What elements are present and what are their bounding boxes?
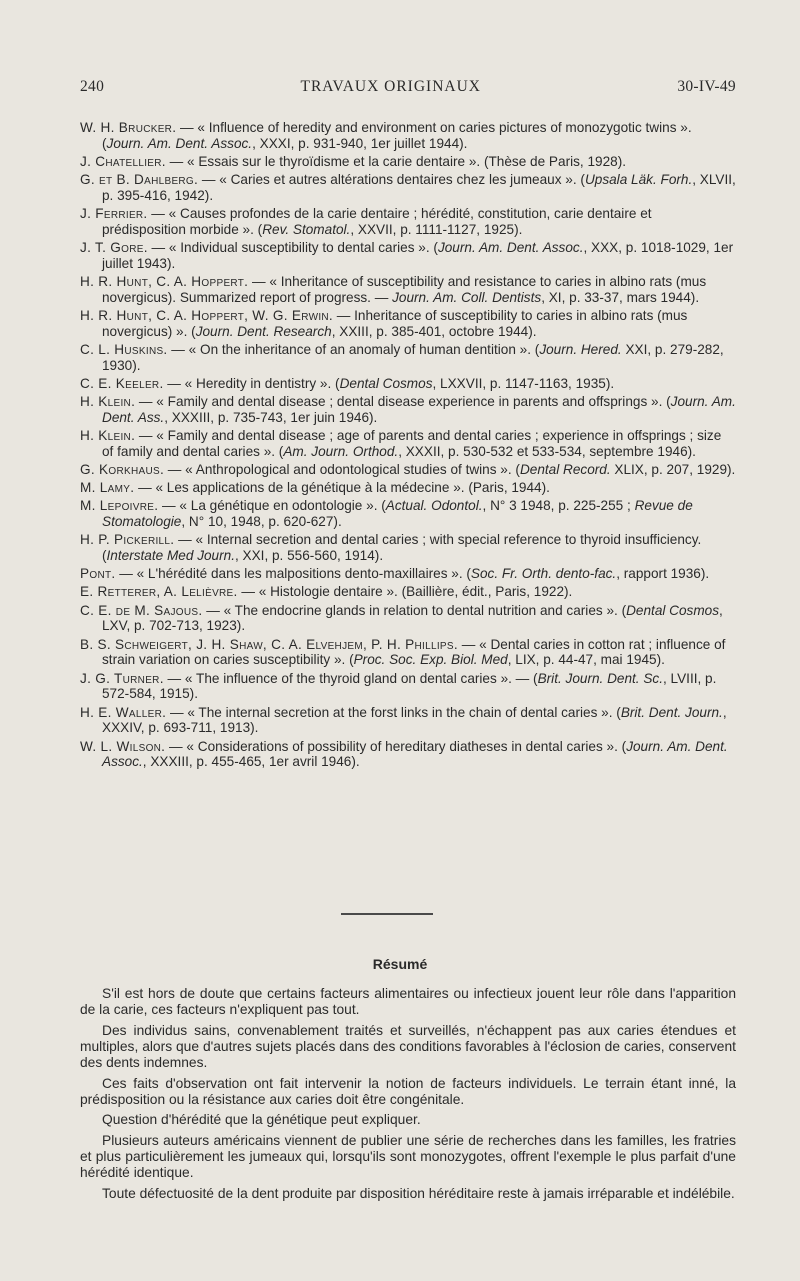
reference-text: — « The influence of the thyroid gland on dental caries ». — ( [163,670,538,686]
reference-entry [80,462,736,478]
reference-text: , XI, p. 33-37, mars 1944). [541,290,700,305]
reference-text: , LVIII, p. 572-584, 1915). [102,670,717,702]
reference-authors: E. Retterer, A. Lelièvre. [80,584,238,600]
reference-source: Journ. Am. Dent. Ass. [102,394,736,426]
reference-text: — « L'hérédité dans les malpositions dento-maxillaires ». ( [115,566,471,582]
reference-text: — « Causes profondes de la carie dentaire ; hérédité, constitution, carie dentaire et prédisposition morbide ». ( [102,206,652,237]
reference-entry [80,705,736,737]
summary-paragraph: Plusieurs auteurs américains viennent de publier une série de recherches dans les familles, les fratries et plus particulièrement les jumeaux qui, lorsqu'ils sont monozygotes, offrent l'exemple le plus parfait d'une hérédité identique. [80,1133,736,1181]
running-header [80,78,736,96]
summary-paragraph: Ces faits d'observation ont fait intervenir la notion de facteurs individuels. Le terrain étant inné, la prédisposition ou la résistance aux caries doit être congénitale. [80,1075,736,1107]
reference-authors: J. Ferrier. [80,206,148,222]
reference-entry [80,308,736,340]
reference-authors: H. Klein. [80,428,136,444]
reference-authors: W. L. Wilson. [80,738,166,754]
reference-text: — « The internal secretion at the forst links in the chain of dental caries ». ( [166,704,621,720]
reference-authors: G. Korkhaus. [80,462,165,478]
reference-text: — « Les applications de la génétique à la médecine ». (Paris, 1944). [134,480,550,496]
reference-entry [80,603,736,635]
reference-text: , XXXII, p. 530-532 et 533-534, septembre 1946). [398,444,696,460]
reference-text: — « Caries et autres altérations dentaires chez les jumeaux ». ( [198,172,585,188]
reference-entry [80,274,736,306]
reference-text: , XLVII, p. 395-416, 1942). [102,172,736,203]
reference-text: , N° 3 1948, p. 225-255 ; [482,498,635,514]
summary-body [80,986,736,1207]
reference-source: Upsala Läk. Forh. [584,172,693,188]
reference-text: — Inheritance of susceptibility to caries in albino rats (mus novergicus) ». ( [102,308,688,339]
reference-source: Journ. Hered. [539,342,622,358]
reference-authors: M. Lepoivre. [80,498,159,514]
reference-text: — « Influence of heredity and environment on caries pictures of monozygotic twins ». ( [102,120,692,151]
reference-source: Journ. Am. Dent. Assoc. [437,240,584,256]
reference-authors: H. R. Hunt, C. A. Hoppert, W. G. Erwin. [80,308,333,324]
reference-authors: H. P. Pickerill. [80,532,175,548]
reference-authors: H. R. Hunt, C. A. Hoppert. [80,274,249,290]
reference-source: Rev. Stomatol. [262,222,351,237]
reference-entry [80,566,736,582]
reference-text: — « La génétique en odontologie ». ( [158,498,386,514]
summary-heading: Résumé [372,956,428,972]
reference-authors: J. T. Gore. [80,240,148,256]
reference-text: , XXI, p. 556-560, 1914). [234,548,384,564]
reference-text: , LIX, p. 44-47, mai 1945). [507,652,665,668]
reference-text: , XXX, p. 1018-1029, 1er juillet 1943). [102,240,734,271]
reference-entry [80,428,736,460]
reference-text: XXI, p. 279-282, 1930). [102,342,724,373]
reference-source: Interstate Med Journ. [106,548,235,564]
reference-text: , XXXIII, p. 455-465, 1er avril 1946). [142,754,360,770]
reference-entry [80,172,736,204]
reference-text: — « Essais sur le thyroïdisme et la carie dentaire ». (Thèse de Paris, 1928). [165,154,627,169]
reference-entry [80,240,736,272]
reference-source: Journ. Am. Dent. Assoc. [102,738,728,770]
reference-entry [80,206,736,238]
reference-source: Proc. Soc. Exp. Biol. Med [353,652,508,668]
reference-text: — « Inheritance of susceptibility and resistance to caries in albino rats (mus novergicus). Summarized report of progress. — [102,274,707,305]
summary-paragraph: Question d'hérédité que la génétique peut expliquer. [102,1112,421,1128]
reference-source: Journ. Am. Coll. Dentists [392,290,542,305]
reference-authors: H. Klein. [80,394,136,410]
reference-authors: Pont. [80,566,116,582]
reference-source: Actual. Odontol. [385,498,483,514]
summary-paragraph: Des individus sains, convenablement traités et surveillés, n'échappent pas aux caries étendues et multiples, alors que d'autres sujets placés dans des conditions favorables à l'éclosion de caries, conservent des dents indemnes. [80,1022,736,1070]
reference-text: — « Heredity in dentistry ». ( [163,376,340,392]
reference-source: Journ. Dent. Research [195,324,332,339]
reference-text: , N° 10, 1948, p. 620-627). [181,514,342,530]
reference-entry [80,394,736,426]
issue-date: 30-IV-49 [677,78,736,95]
reference-entry [80,532,736,564]
reference-text: , XXXIII, p. 735-743, 1er juin 1946). [164,410,378,426]
reference-text: — « Family and dental disease ; age of parents and dental caries ; experience in offsprings ; size of family and dental caries ». ( [102,428,722,460]
reference-authors: C. E. Keeler. [80,376,164,392]
reference-source: Brit. Dent. Journ. [620,704,723,720]
reference-source: Soc. Fr. Orth. dento-fac. [470,566,617,582]
reference-authors: M. Lamy. [80,480,135,496]
reference-authors: H. E. Waller. [80,704,167,720]
reference-text: , XXIII, p. 385-401, octobre 1944). [331,324,537,339]
reference-authors: B. S. Schweigert, J. H. Shaw, C. A. Elvehjem, P. H. Phillips. [80,636,458,652]
reference-text: — « The endocrine glands in relation to dental nutrition and caries ». ( [202,602,627,618]
reference-source: Dental Record. [519,462,611,478]
page-number: 240 [80,78,105,95]
summary-paragraph: S'il est hors de doute que certains facteurs alimentaires ou infectieux jouent leur rôle dans l'apparition de la carie, ces facteurs n'expliquent pas tout. [80,986,736,1018]
reference-authors: G. et B. Dahlberg. [80,172,199,188]
reference-entry [80,637,736,669]
section-divider [341,913,433,915]
reference-text: — « Internal secretion and dental caries ; with special reference to thyroid insufficiency. ( [102,532,702,564]
reference-text: — « Dental caries in cotton rat ; influence of strain variation on caries susceptibility ». ( [102,636,726,668]
reference-entry [80,480,736,496]
reference-source: Am. Journ. Orthod. [283,444,399,460]
reference-source: Revue de Stomatologie [102,498,693,530]
reference-text: , XXVII, p. 1111-1127, 1925). [350,222,523,237]
reference-text: — « Anthropological and odontological studies of twins ». ( [164,462,520,478]
reference-source: Dental Cosmos [339,376,433,392]
reference-text: , XXXI, p. 931-940, 1er juillet 1944). [252,135,468,151]
reference-entry [80,671,736,703]
reference-text: , rapport 1936). [616,566,710,582]
reference-authors: C. E. de M. Sajous. [80,602,203,618]
reference-entry [80,342,736,374]
reference-source: Journ. Am. Dent. Assoc. [106,135,253,151]
reference-text: , LXXVII, p. 1147-1163, 1935). [432,376,615,392]
reference-entry [80,498,736,530]
reference-text: — « Histologie dentaire ». (Baillière, édit., Paris, 1922). [237,584,573,600]
reference-entry [80,376,736,392]
reference-text: — « On the inheritance of an anomaly of human dentition ». ( [167,342,540,358]
reference-text: , LXV, p. 702-713, 1923). [102,602,723,634]
journal-section-title: TRAVAUX ORIGINAUX [300,78,481,95]
reference-entry [80,584,736,600]
reference-text: — « Family and dental disease ; dental disease experience in parents and offsprings ». ( [135,394,671,410]
reference-text: — « Individual susceptibility to dental caries ». ( [147,240,438,256]
reference-text: , XXXIV, p. 693-711, 1913). [102,704,727,736]
reference-entry [80,120,736,152]
reference-source: Dental Cosmos [626,602,720,618]
summary-paragraph: Toute défectuosité de la dent produite par disposition héréditaire reste à jamais irréparable et indélébile. [102,1186,735,1201]
reference-authors: C. L. Huskins. [80,342,168,358]
reference-authors: J. G. Turner. [80,670,164,686]
reference-text: — « Considerations of possibility of hereditary diatheses in dental caries ». ( [165,738,627,754]
reference-entry [80,154,736,170]
bibliography-list [80,120,736,773]
reference-text: XLIX, p. 207, 1929). [610,462,736,478]
reference-authors: J. Chatellier. [80,154,166,169]
reference-entry [80,739,736,771]
reference-authors: W. H. Brucker. [80,120,177,135]
reference-source: Brit. Journ. Dent. Sc. [537,670,663,686]
